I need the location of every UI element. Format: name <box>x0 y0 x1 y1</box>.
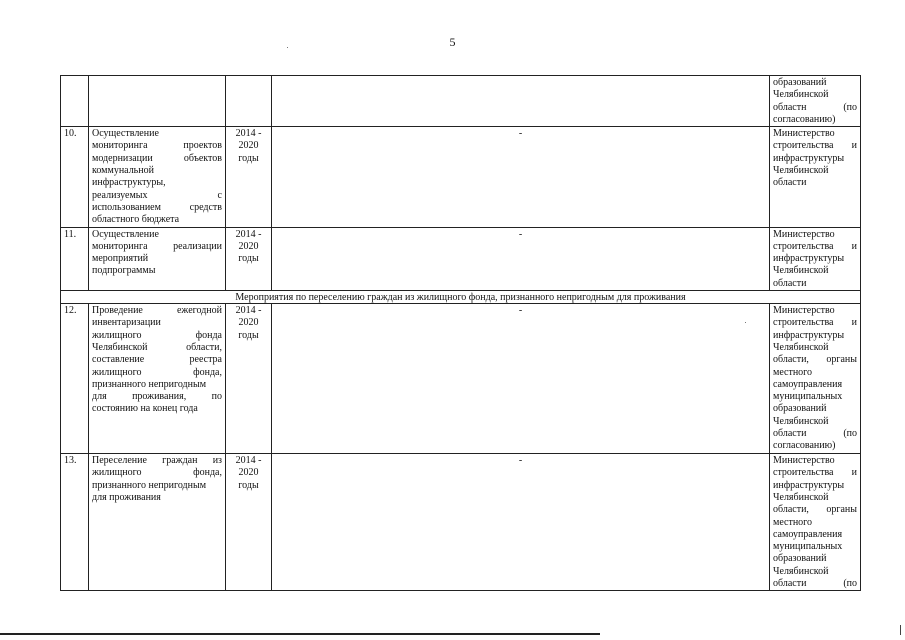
justified-text-line <box>92 202 222 214</box>
responsible-organization <box>770 454 861 591</box>
text-line: Министерство <box>773 305 835 317</box>
text-line: самоуправления <box>773 378 843 390</box>
table-body <box>61 76 861 591</box>
text-word: области, <box>773 504 809 516</box>
dash-cell <box>272 76 770 127</box>
justified-text-line <box>92 467 222 479</box>
text-word: жилищного <box>92 467 142 479</box>
text-word: Проведение <box>92 305 143 317</box>
text-word: области <box>773 428 807 440</box>
text-word: органы <box>826 504 857 516</box>
period-line: 2014 - <box>235 305 262 317</box>
period-cell <box>226 227 272 290</box>
text-word: фонда, <box>193 467 222 479</box>
text-line: Министерство <box>773 455 835 467</box>
text-word: по <box>211 391 222 403</box>
text-word: области, <box>186 341 222 353</box>
text-word: из <box>212 455 222 467</box>
text-word: реализации <box>173 240 222 252</box>
responsible-organization <box>770 304 861 454</box>
text-word: проектов <box>183 140 222 152</box>
text-line: инфраструктуры <box>773 253 845 265</box>
table-row <box>61 127 861 227</box>
text-line: инфраструктуры, <box>92 177 166 189</box>
text-word: строительства <box>773 467 834 479</box>
activity-description <box>89 127 226 227</box>
row-number: 13. <box>61 454 89 591</box>
period-cell <box>226 127 272 227</box>
justified-text-line <box>773 140 857 152</box>
text-line: Челябинской <box>773 491 829 503</box>
text-word: составление <box>92 354 145 366</box>
justified-text-line <box>92 140 222 152</box>
table-row <box>61 227 861 290</box>
text-line: инфраструктуры <box>773 329 845 341</box>
text-word: средств <box>189 201 222 213</box>
period-line: годы <box>238 152 259 164</box>
text-word: области, <box>773 354 809 366</box>
page-number: 5 <box>449 35 456 49</box>
text-line: муниципальных <box>773 541 843 553</box>
responsible-organization <box>770 227 861 290</box>
period-cell <box>226 304 272 454</box>
text-word: области <box>773 578 807 590</box>
text-word: для <box>92 391 107 403</box>
text-word: с <box>217 189 222 201</box>
text-line: признанного непригодным <box>92 479 207 491</box>
text-line: самоуправления <box>773 528 843 540</box>
text-line: инвентаризации <box>92 317 161 329</box>
text-word: использованием <box>92 201 161 213</box>
text-line: местного <box>773 366 813 378</box>
justified-text-line <box>92 305 222 317</box>
text-word: Челябинской <box>92 341 148 353</box>
text-line: состоянию на конец года <box>92 403 198 415</box>
justified-text-line <box>92 342 222 354</box>
bottom-rule <box>0 633 600 635</box>
text-line: образований <box>773 403 827 415</box>
justified-text-line <box>773 354 857 366</box>
text-word: проживания, <box>132 391 187 403</box>
edge-mark <box>900 625 901 635</box>
text-word: жилищного <box>92 329 142 341</box>
continued-row <box>61 76 861 127</box>
dash-cell: - <box>272 227 770 290</box>
text-word: Переселение <box>92 455 147 467</box>
period-cell <box>226 454 272 591</box>
text-word: областн <box>773 101 807 113</box>
text-line: Министерство <box>773 228 835 240</box>
justified-text-line <box>92 330 222 342</box>
text-word: граждан <box>162 455 198 467</box>
period-line: 2020 <box>238 240 259 252</box>
responsible-organization <box>770 127 861 227</box>
text-line: инфраструктуры <box>773 152 845 164</box>
period-line: годы <box>238 479 259 491</box>
text-word: (по <box>843 101 857 113</box>
text-line: муниципальных <box>773 391 843 403</box>
text-word: строительства <box>773 317 834 329</box>
text-word: фонда, <box>193 366 222 378</box>
text-word: и <box>851 467 857 479</box>
justified-text-line <box>92 241 222 253</box>
text-word: реализуемых <box>92 189 148 201</box>
justified-text-line <box>92 391 222 403</box>
text-line: Челябинской <box>773 565 829 577</box>
text-line: для проживания <box>92 491 161 503</box>
text-word: строительства <box>773 240 834 252</box>
dash-cell: - <box>272 454 770 591</box>
text-word: реестра <box>189 354 222 366</box>
justified-text-line <box>773 467 857 479</box>
section-header-row <box>61 291 861 304</box>
period-line: 2014 - <box>235 455 262 467</box>
text-word: фонда <box>195 329 222 341</box>
text-word: и <box>851 240 857 252</box>
section-header: Мероприятия по переселению граждан из жилищного фонда, признанного непригодным для проживания <box>61 291 861 304</box>
justified-text-line <box>773 428 857 440</box>
table-row <box>61 304 861 454</box>
period-line: 2014 - <box>235 128 262 140</box>
number-cell <box>61 76 89 127</box>
text-line: Челябинской <box>773 89 829 101</box>
text-word: модернизации <box>92 152 153 164</box>
organization-cell <box>770 76 861 127</box>
text-line: Осуществление <box>92 128 159 140</box>
text-word: (по <box>843 578 857 590</box>
activity-description <box>89 454 226 591</box>
document-table <box>60 75 861 591</box>
justified-text-line <box>92 354 222 366</box>
text-word: строительства <box>773 140 834 152</box>
justified-text-line <box>773 504 857 516</box>
text-word: ежегодной <box>176 305 222 317</box>
justified-text-line <box>773 578 857 590</box>
table-row <box>61 454 861 591</box>
text-line: согласованию) <box>773 440 836 452</box>
text-line: мероприятий <box>92 253 149 265</box>
text-line: коммунальной <box>92 165 154 177</box>
period-line: 2020 <box>238 467 259 479</box>
row-number: 11. <box>61 227 89 290</box>
justified-text-line <box>92 190 222 202</box>
text-line: подпрограммы <box>92 265 156 277</box>
text-line: Челябинской <box>773 265 829 277</box>
period-cell <box>226 76 272 127</box>
row-number: 10. <box>61 127 89 227</box>
text-word: и <box>851 317 857 329</box>
scan-speck <box>745 322 746 323</box>
text-word: жилищного <box>92 366 142 378</box>
text-line: образований <box>773 77 827 88</box>
justified-text-line <box>773 241 857 253</box>
period-line: годы <box>238 253 259 265</box>
text-word: мониторинга <box>92 240 148 252</box>
period-line: 2014 - <box>235 228 262 240</box>
text-word: мониторинга <box>92 140 148 152</box>
text-line: согласованию) <box>773 113 836 125</box>
text-line: Челябинской <box>773 165 829 177</box>
text-line: Министерство <box>773 128 835 140</box>
activity-description <box>89 304 226 454</box>
text-line: местного <box>773 516 813 528</box>
activity-description <box>89 227 226 290</box>
period-line: 2020 <box>238 317 259 329</box>
dash-cell: - <box>272 127 770 227</box>
justified-text-line <box>92 367 222 379</box>
justified-text-line <box>773 102 857 114</box>
justified-text-line <box>773 317 857 329</box>
text-word: и <box>851 140 857 152</box>
period-line: годы <box>238 329 259 341</box>
justified-text-line <box>92 455 222 467</box>
text-line: Челябинской <box>773 341 829 353</box>
text-line: области <box>773 277 807 289</box>
text-line: области <box>773 177 807 189</box>
period-line: 2020 <box>238 140 259 152</box>
text-word: (по <box>843 428 857 440</box>
description-cell <box>89 76 226 127</box>
text-line: Челябинской <box>773 415 829 427</box>
text-word: органы <box>826 354 857 366</box>
scan-speck <box>287 47 288 48</box>
text-line: инфраструктуры <box>773 479 845 491</box>
text-line: Осуществление <box>92 228 159 240</box>
text-word: объектов <box>183 152 222 164</box>
text-line: образований <box>773 553 827 565</box>
justified-text-line <box>92 153 222 165</box>
text-line: признанного непригодным <box>92 378 207 390</box>
dash-cell: - <box>272 304 770 454</box>
row-number: 12. <box>61 304 89 454</box>
text-line: областного бюджета <box>92 214 180 226</box>
